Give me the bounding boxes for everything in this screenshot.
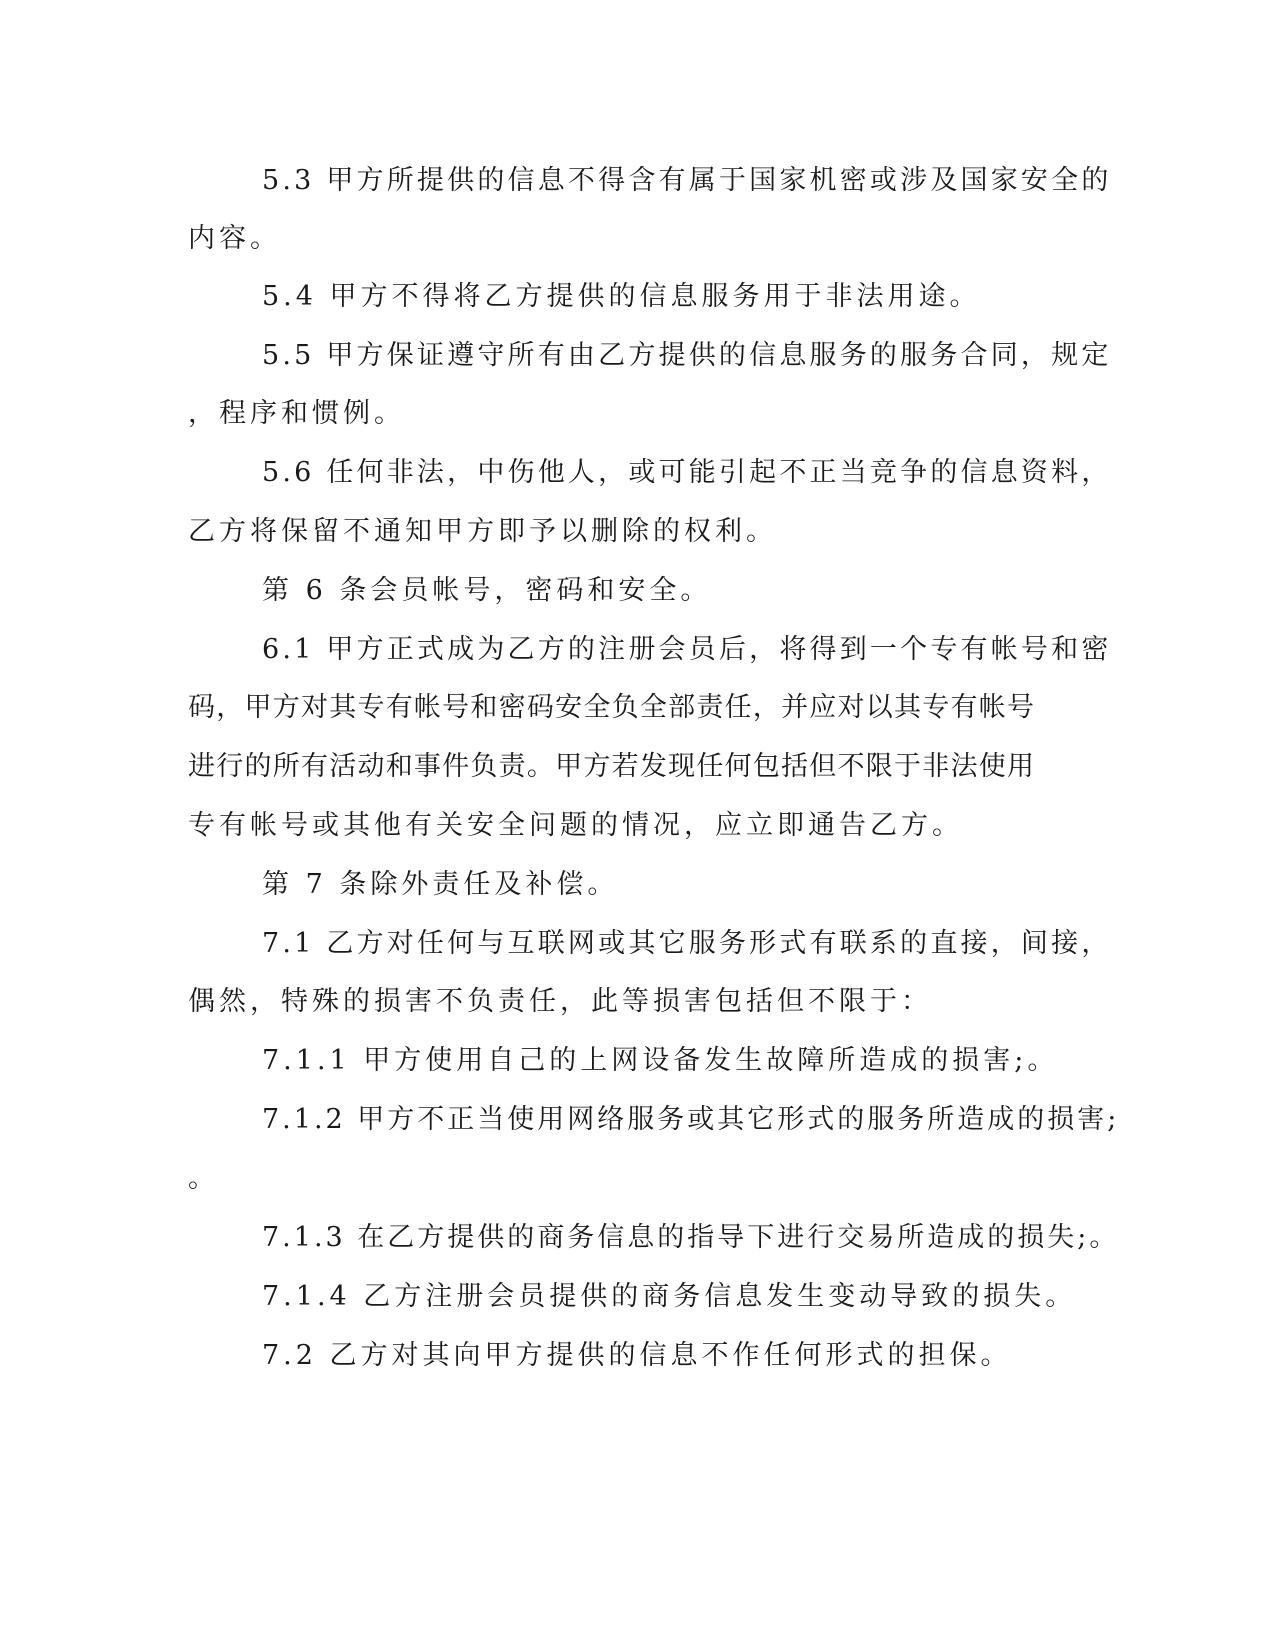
- paragraph-5-4: 5.4 甲方不得将乙方提供的信息服务用于非法用途。: [262, 281, 981, 312]
- paragraph-5-5-line-2: ，程序和惯例。: [188, 398, 405, 429]
- paragraph-6-1-line-4: 专有帐号或其他有关安全问题的情况，应立即通告乙方。: [188, 810, 963, 841]
- paragraph-5-6-line-1: 5.6 任何非法，中伤他人，或可能引起不正当竞争的信息资料，: [262, 457, 1112, 488]
- paragraph-5-3-line-2: 内容。: [188, 223, 281, 254]
- section-7-heading: 第 7 条除外责任及补偿。: [262, 869, 619, 900]
- paragraph-7-1-4: 7.1.4 乙方注册会员提供的商务信息发生变动导致的损失。: [262, 1281, 1077, 1312]
- paragraph-7-1-3: 7.1.3 在乙方提供的商务信息的指导下进行交易所造成的损失;。: [262, 1222, 1120, 1253]
- paragraph-6-1-line-1: 6.1 甲方正式成为乙方的注册会员后，将得到一个专有帐号和密: [262, 634, 1112, 665]
- paragraph-5-3-line-1: 5.3 甲方所提供的信息不得含有属于国家机密或涉及国家安全的: [262, 165, 1112, 196]
- paragraph-6-1-line-3: 进行的所有活动和事件负责。甲方若发现任何包括但不限于非法使用: [188, 751, 1034, 782]
- paragraph-7-1-line-1: 7.1 乙方对任何与互联网或其它服务形式有联系的直接，间接，: [262, 928, 1112, 959]
- paragraph-7-1-1: 7.1.1 甲方使用自己的上网设备发生故障所造成的损害;。: [262, 1045, 1059, 1076]
- paragraph-7-2: 7.2 乙方对其向甲方提供的信息不作任何形式的担保。: [262, 1340, 1012, 1371]
- paragraph-5-5-line-1: 5.5 甲方保证遵守所有由乙方提供的信息服务的服务合同，规定: [262, 340, 1112, 371]
- paragraph-7-1-2-line-2: 。: [188, 1163, 219, 1194]
- paragraph-7-1-2-line-1: 7.1.2 甲方不正当使用网络服务或其它形式的服务所造成的损害;: [262, 1104, 1120, 1135]
- paragraph-5-6-line-2: 乙方将保留不通知甲方即予以删除的权利。: [188, 516, 777, 547]
- paragraph-7-1-line-2: 偶然，特殊的损害不负责任，此等损害包括但不限于：: [188, 986, 932, 1017]
- paragraph-6-1-line-2: 码，甲方对其专有帐号和密码安全负全部责任，并应对以其专有帐号: [188, 692, 1034, 723]
- section-6-heading: 第 6 条会员帐号，密码和安全。: [262, 575, 712, 606]
